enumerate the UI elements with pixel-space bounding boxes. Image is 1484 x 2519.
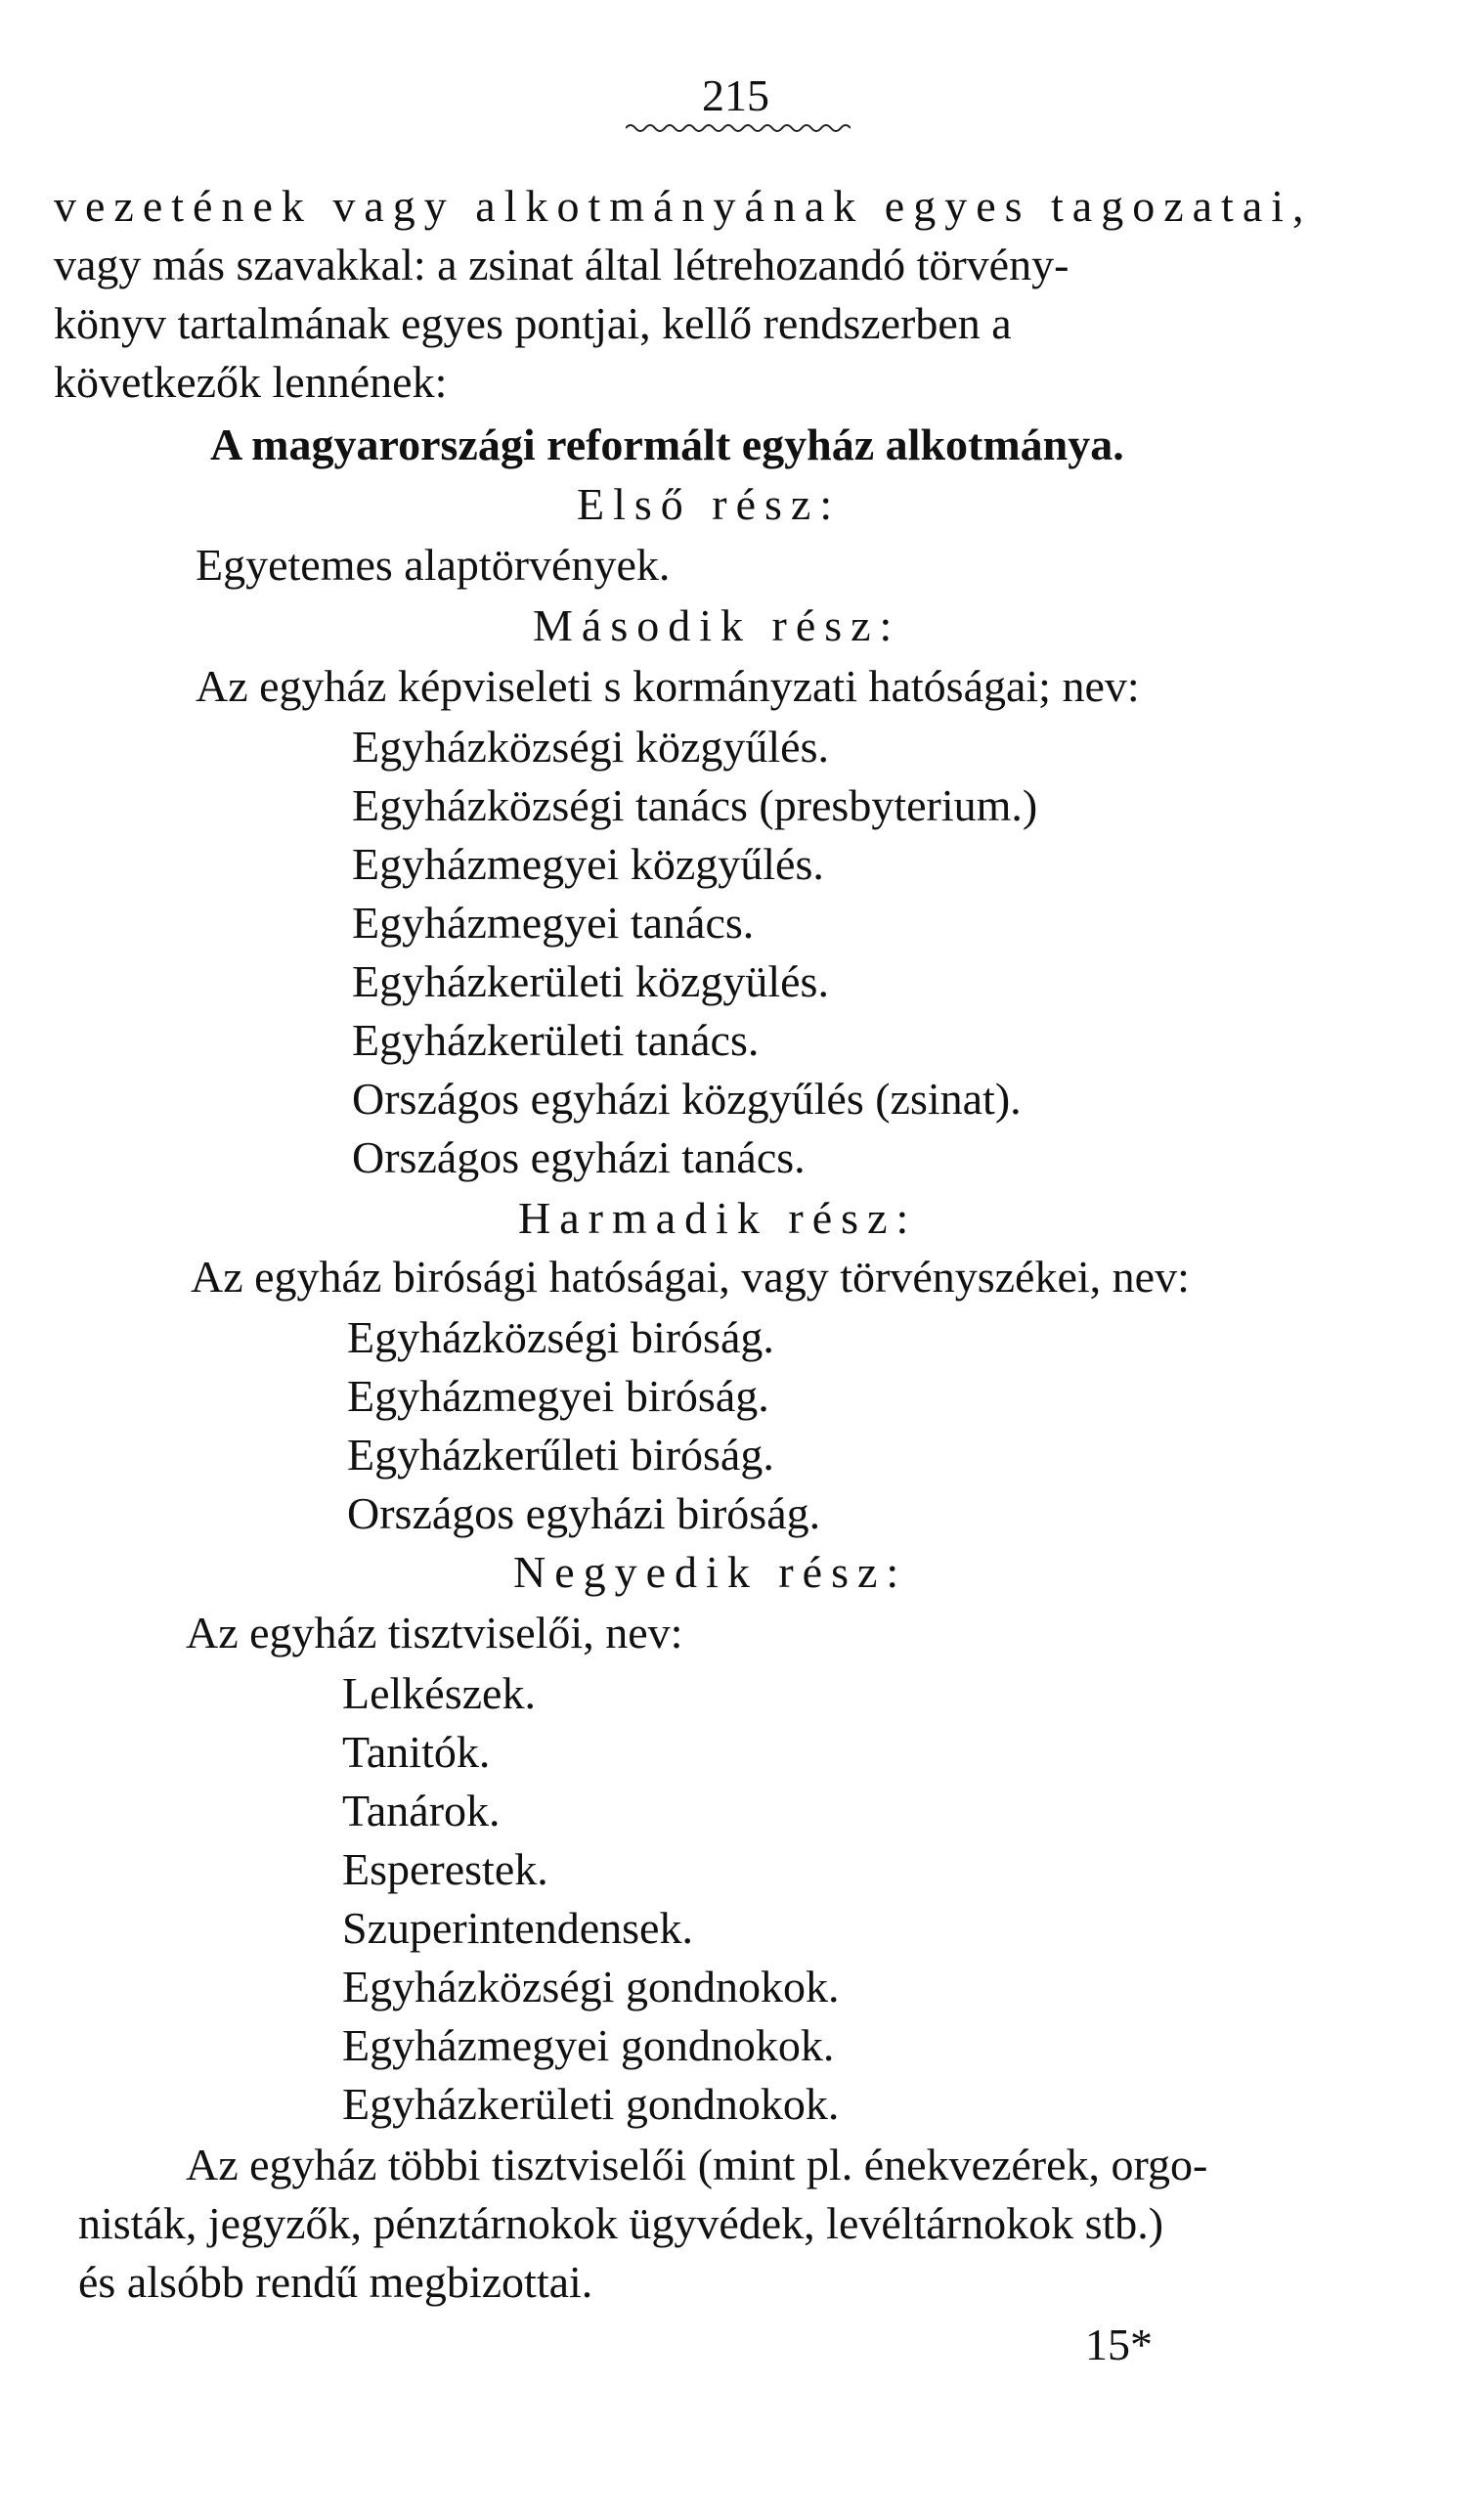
part4-item: Tanitók. bbox=[342, 1727, 491, 1777]
intro-line-2: vagy más szavakkal: a zsinat által létrehozandó törvény- bbox=[54, 240, 1069, 289]
closing-line-3: és alsóbb rendű megbizottai. bbox=[78, 2257, 593, 2307]
part4-lead: Az egyház tisztviselői, nev: bbox=[186, 1608, 683, 1657]
part2-item: Egyházközségi közgyűlés. bbox=[352, 722, 829, 772]
part2-item: Egyházkerületi közgyülés. bbox=[352, 956, 829, 1006]
wavy-rule-ornament bbox=[626, 121, 851, 135]
part4-item: Egyházkerületi gondnokok. bbox=[342, 2079, 840, 2129]
part4-item: Tanárok. bbox=[342, 1786, 501, 1835]
document-heading: A magyarországi reformált egyház alkotmánya. bbox=[210, 420, 1124, 469]
part3-item: Egyházkerűleti biróság. bbox=[347, 1430, 774, 1480]
page-number: 215 bbox=[702, 70, 769, 120]
part2-item: Országos egyházi tanács. bbox=[352, 1132, 806, 1182]
part4-item: Egyházmegyei gondnokok. bbox=[342, 2020, 835, 2070]
part2-item: Egyházmegyei tanács. bbox=[352, 898, 755, 948]
closing-line-1: Az egyház többi tisztviselői (mint pl. énekvezérek, orgo- bbox=[186, 2140, 1208, 2189]
part1-item: Egyetemes alaptörvények. bbox=[196, 540, 671, 590]
part3-item: Egyházközségi biróság. bbox=[347, 1312, 774, 1362]
part2-item: Országos egyházi közgyűlés (zsinat). bbox=[352, 1074, 1022, 1124]
part2-item: Egyházkerületi tanács. bbox=[352, 1015, 760, 1065]
part3-title: Harmadik rész: bbox=[518, 1193, 918, 1243]
intro-line-1: vezetének vagy alkotmányának egyes tagozatai, bbox=[54, 181, 1313, 231]
part4-item: Szuperintendensek. bbox=[342, 1903, 693, 1953]
part4-item: Egyházközségi gondnokok. bbox=[342, 1962, 840, 2011]
part3-item: Országos egyházi biróság. bbox=[347, 1488, 821, 1538]
part2-item: Egyházmegyei közgyűlés. bbox=[352, 839, 824, 889]
part1-title: Első rész: bbox=[577, 479, 842, 529]
closing-line-2: nisták, jegyzők, pénztárnokok ügyvédek, levéltárnokok stb.) bbox=[78, 2198, 1164, 2248]
part4-item: Lelkészek. bbox=[342, 1668, 536, 1718]
part2-title: Második rész: bbox=[533, 600, 901, 650]
part3-item: Egyházmegyei biróság. bbox=[347, 1371, 769, 1421]
part4-title: Negyedik rész: bbox=[513, 1547, 908, 1597]
part3-lead: Az egyház birósági hatóságai, vagy törvényszékei, nev: bbox=[191, 1252, 1190, 1302]
signature-mark: 15* bbox=[1085, 2320, 1153, 2369]
intro-line-3: könyv tartalmának egyes pontjai, kellő rendszerben a bbox=[54, 298, 1012, 348]
part2-lead: Az egyház képviseleti s kormányzati hatóságai; nev: bbox=[196, 661, 1140, 711]
part4-item: Esperestek. bbox=[342, 1844, 548, 1894]
intro-line-4: következők lennének: bbox=[54, 357, 448, 407]
part2-item: Egyházközségi tanács (presbyterium.) bbox=[352, 780, 1038, 830]
